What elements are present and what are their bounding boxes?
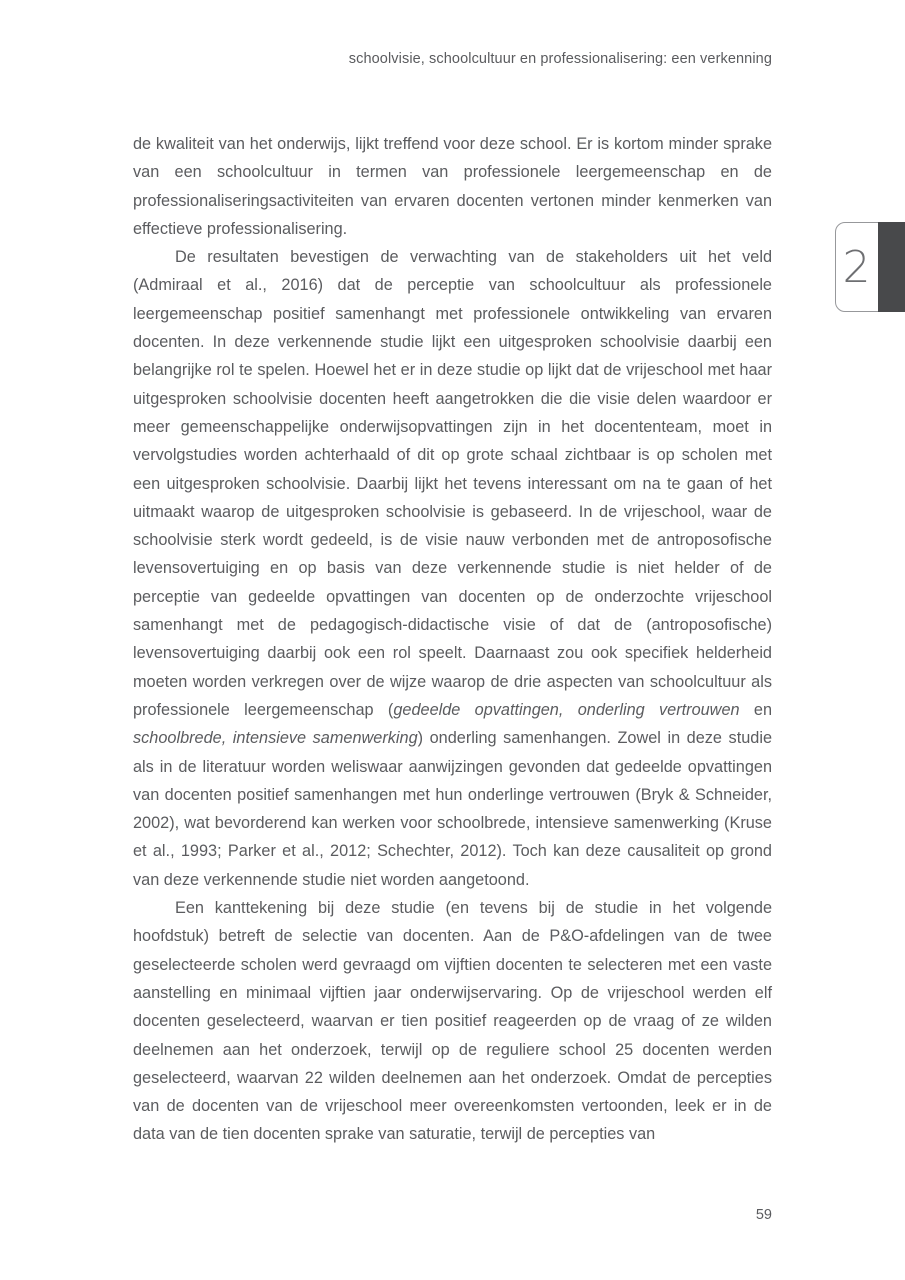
paragraph-segment: ) onderling samenhangen. Zowel in deze studie als in de literatuur worden weliswaar aanwijzingen gevonden dat gedeelde opvattingen van docenten positief samenhangen met hun onderlinge vertrouwen (Bryk & Schneider, 2002), wat bevorderend kan werken voor schoolbrede, intensieve samenwerking (Kruse et al., 1993; Parker et al., 2012; Schechter, 2012). Toch kan deze causaliteit op grond van deze verkennende studie niet worden aangetoond. <box>133 729 772 889</box>
page-number: 59 <box>755 1207 772 1223</box>
paragraph-segment: en <box>739 700 772 719</box>
chapter-tab <box>835 222 905 312</box>
chapter-tab-dark-block <box>878 222 905 312</box>
italic-term: gedeelde opvattingen, onderling vertrouwen <box>393 700 740 719</box>
italic-term: schoolbrede, intensieve samenwerking <box>133 729 418 748</box>
running-head: schoolvisie, schoolcultuur en professionalisering: een verkenning <box>348 51 772 67</box>
chapter-number: 2 <box>842 241 871 293</box>
body-text <box>133 130 772 1149</box>
body-paragraph: de kwaliteit van het onderwijs, lijkt treffend voor deze school. Er is kortom minder sprake van een schoolcultuur in termen van professionele leergemeenschap en de professionaliseringsactiviteiten van ervaren docenten vertonen minder kenmerken van effectieve professionalisering. <box>133 135 772 238</box>
paragraph-segment: De resultaten bevestigen de verwachting van de stakeholders uit het veld (Admiraal et al., 2016) dat de perceptie van schoolcultuur als professionele leergemeenschap positief samenhangt met professionele ontwikkeling van ervaren docenten. In deze verkennende studie lijkt een uitgesproken schoolvisie daarbij een belangrijke rol te spelen. Hoewel het er in deze studie op lijkt dat de vrijeschool met haar uitgesproken schoolvisie docenten heeft aangetrokken die die visie delen waardoor er meer gemeenschappelijke onderwijsopvattingen zijn in het docententeam, moet in vervolgstudies worden achterhaald of dit op grote schaal zichtbaar is op scholen met een uitgesproken schoolvisie. Daarbij lijkt het tevens interessant om na te gaan of het uitmaakt waarop de uitgesproken schoolvisie is gebaseerd. In de vrijeschool, waar de schoolvisie sterk wordt gedeeld, is de visie nauw verbonden met de antroposofische levensovertuiging en op basis van deze verkennende studie is niet helder of de perceptie van gedeelde opvattingen van docenten op de onderzochte vrijeschool samenhangt met de pedagogisch-didactische visie of dat de (antroposofische) levensovertuiging daarbij ook een rol speelt. Daarnaast zou ook specifiek helderheid moeten worden verkregen over de wijze waarop de drie aspecten van schoolcultuur als professionele leergemeenschap ( <box>133 248 772 719</box>
body-paragraph <box>133 243 772 894</box>
body-paragraph: Een kanttekening bij deze studie (en tevens bij de studie in het volgende hoofdstuk) betreft de selectie van docenten. Aan de P&O-afdelingen van de twee geselecteerde scholen werd gevraagd om vijftien docenten te selecteren met een vaste aanstelling en minimaal vijftien jaar onderwijservaring. Op de vrijeschool werden elf docenten geselecteerd, waarvan er tien positief reageerden op de vraag of ze wilden deelnemen aan het onderzoek, terwijl op de reguliere school 25 docenten werden geselecteerd, waarvan 22 wilden deelnemen aan het onderzoek. Omdat de percepties van de docenten van de vrijeschool meer overeenkomsten vertoonden, leek er in de data van de tien docenten sprake van saturatie, terwijl de percepties van <box>133 899 772 1144</box>
